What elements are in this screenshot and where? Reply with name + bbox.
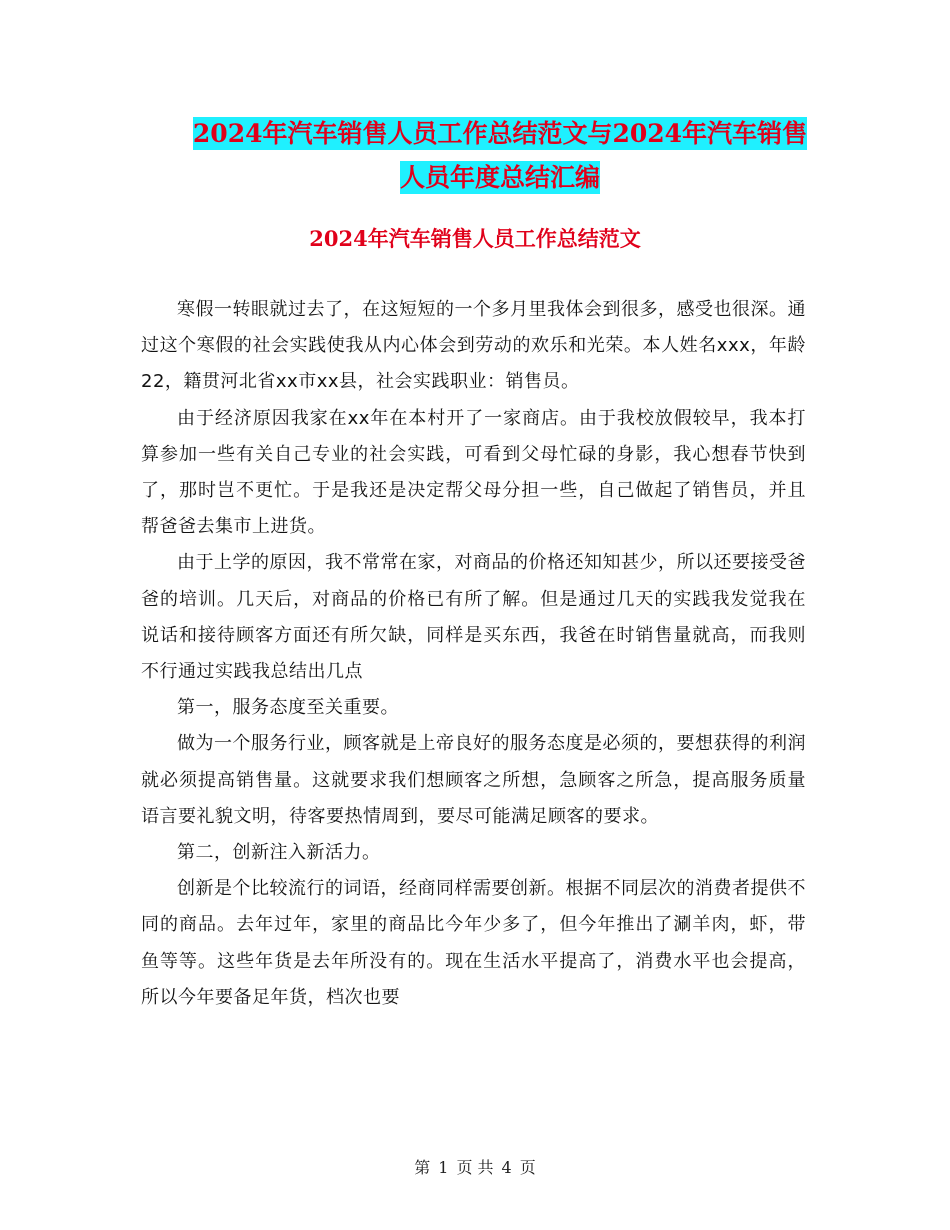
document-title [140, 112, 860, 200]
paragraph: 由于经济原因我家在xx年在本村开了一家商店。由于我校放假较早，我本打算参加一些有关自己专业的社会实践，可看到父母忙碌的身影，我心想春节快到了，那时岂不更忙。于是我还是决定帮父母分担一些，自己做起了销售员，并且帮爸爸去集市上进货。 [141, 407, 806, 538]
title-line-1: 2024年汽车销售人员工作总结范文与2024年汽车销售 [192, 119, 808, 148]
paragraph: 寒假一转眼就过去了，在这短短的一个多月里我体会到很多，感受也很深。通过这个寒假的社会实践使我从内心体会到劳动的欢乐和光荣。本人姓名xxx，年龄22，籍贯河北省xx市xx县，社会实践职业：销售员。 [141, 299, 806, 393]
title-line-2: 人员年度总结汇编 [399, 163, 600, 192]
page-footer [0, 1155, 950, 1178]
footer-middle: 页 共 [456, 1158, 494, 1177]
body-text [141, 292, 806, 1016]
paragraph: 第一，服务态度至关重要。 [177, 697, 399, 719]
paragraph: 由于上学的原因，我不常常在家，对商品的价格还知知甚少，所以还要接受爸爸的培训。几天后，对商品的价格已有所了解。但是通过几天的实践我发觉我在说话和接待顾客方面还有所欠缺，同样是买东西，我爸在时销售量就高，而我则不行通过实践我总结出几点 [141, 552, 806, 683]
section-title: 2024年汽车销售人员工作总结范文 [309, 226, 641, 251]
footer-suffix: 页 [519, 1158, 536, 1177]
footer-prefix: 第 [414, 1158, 431, 1177]
paragraph: 做为一个服务行业，顾客就是上帝良好的服务态度是必须的，要想获得的利润就必须提高销售量。这就要求我们想顾客之所想，急顾客之所急，提高服务质量语言要礼貌文明，待客要热情周到，要尽可能满足顾客的要求。 [141, 733, 806, 827]
page-total: 4 [501, 1158, 512, 1177]
page-number: 1 [438, 1158, 449, 1177]
paragraph: 第二，创新注入新活力。 [177, 842, 381, 864]
paragraph: 创新是个比较流行的词语，经商同样需要创新。根据不同层次的消费者提供不同的商品。去年过年，家里的商品比今年少多了，但今年推出了涮羊肉，虾，带鱼等等。这些年货是去年所没有的。现在生活水平提高了，消费水平也会提高，所以今年要备足年货，档次也要 [141, 878, 806, 1008]
